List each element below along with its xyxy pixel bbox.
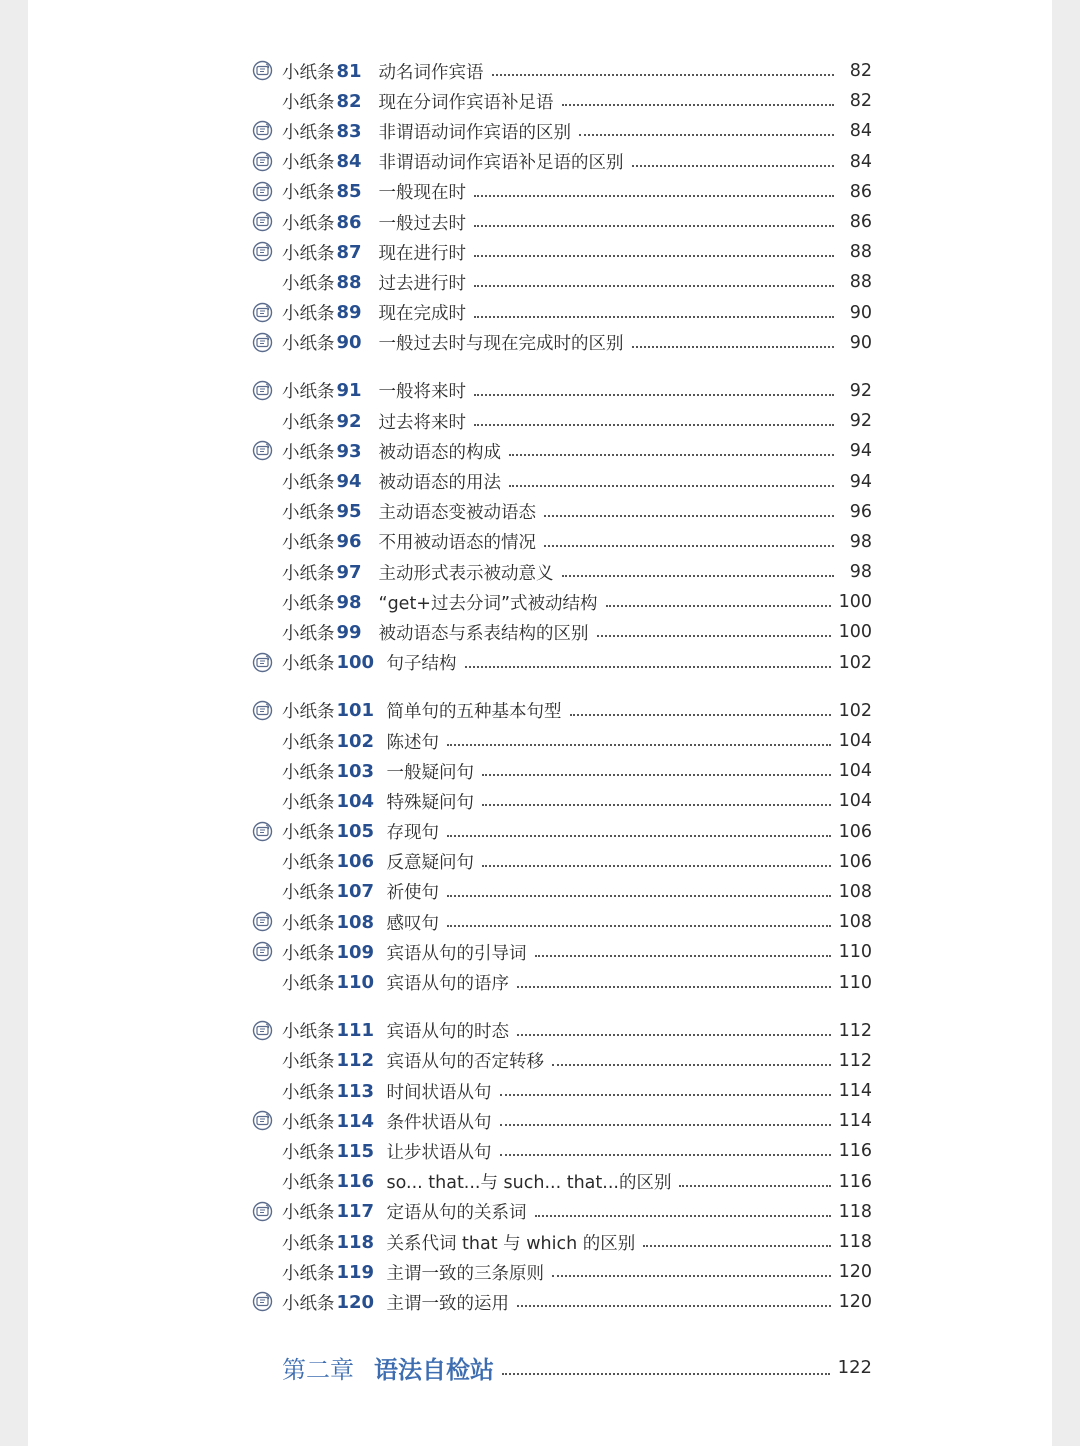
toc-entry[interactable]: [282, 967, 872, 997]
toc-entry[interactable]: [282, 1227, 872, 1257]
audio-note-icon: [252, 302, 273, 323]
entry-prefix: 小纸条: [282, 533, 335, 554]
entry-page-number: 88: [849, 272, 872, 293]
entry-prefix: 小纸条: [282, 153, 335, 174]
entry-prefix: 小纸条: [282, 122, 335, 143]
entry-number: 104: [336, 790, 375, 812]
chapter-title: 语法自检站: [374, 1356, 494, 1384]
dot-leader: [632, 346, 835, 348]
dot-leader: [500, 1094, 831, 1096]
entry-prefix: 小纸条: [282, 654, 335, 675]
entry-page-number: 116: [838, 1171, 872, 1192]
entry-prefix: 小纸条: [282, 1142, 335, 1163]
entry-title: 不用被动语态的情况: [378, 533, 536, 554]
entry-prefix: 小纸条: [282, 273, 335, 294]
entry-number: 86: [336, 211, 362, 233]
entry-page-number: 90: [849, 332, 872, 353]
dot-leader: [544, 515, 834, 517]
entry-prefix: 小纸条: [282, 702, 335, 723]
dot-leader: [544, 545, 834, 547]
entry-prefix: 小纸条: [282, 883, 335, 904]
entry-page-number: 108: [838, 912, 872, 933]
entry-page-number: 114: [838, 1081, 872, 1102]
entry-number: 108: [336, 911, 375, 933]
audio-note-icon: [252, 440, 273, 461]
entry-page-number: 106: [838, 851, 872, 872]
entry-title: 主谓一致的三条原则: [386, 1263, 544, 1284]
entry-prefix: 小纸条: [282, 412, 335, 433]
entry-title: so... that...与 such... that...的区别: [386, 1173, 672, 1194]
entry-prefix: 小纸条: [282, 762, 335, 783]
audio-note-icon: [252, 652, 273, 673]
audio-note-icon: [252, 332, 273, 353]
dot-leader: [579, 134, 834, 136]
entry-prefix: 小纸条: [282, 732, 335, 753]
toc-entry[interactable]: [282, 786, 872, 816]
entry-prefix: 小纸条: [282, 1112, 335, 1133]
toc-entry[interactable]: [282, 1167, 872, 1197]
entry-prefix: 小纸条: [282, 1263, 335, 1284]
toc-group: [282, 696, 872, 998]
dot-leader: [474, 316, 834, 318]
entry-title: 一般过去时与现在完成时的区别: [378, 334, 624, 355]
entry-title: 简单句的五种基本句型: [386, 702, 562, 723]
entry-number: 120: [336, 1291, 375, 1313]
dot-leader: [474, 424, 834, 426]
entry-number: 89: [336, 302, 362, 324]
dot-leader: [474, 225, 834, 227]
audio-note-icon: [252, 1020, 273, 1041]
entry-title: 非谓语动词作宾语补足语的区别: [378, 153, 624, 174]
toc-entry[interactable]: [282, 1257, 872, 1287]
entry-prefix: 小纸条: [282, 563, 335, 584]
entry-title: 被动语态与系表结构的区别: [378, 623, 589, 644]
entry-title: 一般疑问句: [386, 762, 474, 783]
dot-leader: [632, 165, 835, 167]
toc-entry[interactable]: [282, 726, 872, 756]
toc-entry[interactable]: [282, 328, 872, 358]
entry-prefix: 小纸条: [282, 1203, 335, 1224]
audio-note-icon: [252, 151, 273, 172]
dot-leader: [562, 104, 835, 106]
toc-group: [282, 376, 872, 678]
entry-title: 让步状语从句: [386, 1142, 492, 1163]
entry-prefix: 小纸条: [282, 1082, 335, 1103]
toc-entry[interactable]: [282, 237, 872, 267]
audio-note-icon: [252, 1110, 273, 1131]
entry-number: 109: [336, 941, 375, 963]
audio-note-icon: [252, 181, 273, 202]
entry-number: 93: [336, 440, 362, 462]
entry-number: 119: [336, 1261, 375, 1283]
entry-page-number: 90: [849, 302, 872, 323]
chapter-label: 第二章: [282, 1356, 354, 1384]
entry-page-number: 108: [838, 881, 872, 902]
audio-note-icon: [252, 911, 273, 932]
dot-leader: [447, 744, 831, 746]
entry-number: 85: [336, 181, 362, 203]
entry-title: 祈使句: [386, 883, 439, 904]
toc-entry[interactable]: [282, 648, 872, 678]
toc-entry[interactable]: [282, 1197, 872, 1227]
audio-note-icon: [252, 1291, 273, 1312]
entry-number: 99: [336, 621, 362, 643]
entry-prefix: 小纸条: [282, 943, 335, 964]
dot-leader: [474, 394, 834, 396]
entry-title: 现在进行时: [378, 243, 466, 264]
entry-page-number: 100: [838, 622, 872, 643]
entry-title: 定语从句的关系词: [386, 1203, 527, 1224]
entry-number: 114: [336, 1110, 375, 1132]
dot-leader: [465, 666, 831, 668]
dot-leader: [447, 925, 831, 927]
dot-leader: [517, 1305, 831, 1307]
entry-page-number: 118: [838, 1201, 872, 1222]
entry-page-number: 104: [838, 731, 872, 752]
entry-page-number: 110: [838, 972, 872, 993]
dot-leader: [447, 895, 831, 897]
entry-title: 主谓一致的运用: [386, 1293, 509, 1314]
toc-entry[interactable]: [282, 466, 872, 496]
audio-note-icon: [252, 1201, 273, 1222]
chapter-page-number: 122: [837, 1357, 872, 1378]
entry-page-number: 86: [849, 181, 872, 202]
entry-page-number: 86: [849, 212, 872, 233]
entry-title: 一般将来时: [378, 382, 466, 403]
entry-title: 被动语态的用法: [378, 473, 501, 494]
entry-title: 时间状语从句: [386, 1082, 492, 1103]
toc-entry[interactable]: [282, 406, 872, 436]
entry-number: 91: [336, 380, 362, 402]
entry-title: 存现句: [386, 823, 439, 844]
book-page: [28, 0, 1052, 1446]
entry-title: 反意疑问句: [386, 853, 474, 874]
entry-prefix: 小纸条: [282, 853, 335, 874]
entry-page-number: 104: [838, 791, 872, 812]
dot-leader: [502, 1373, 830, 1375]
dot-leader: [679, 1185, 830, 1187]
entry-page-number: 120: [838, 1292, 872, 1313]
entry-page-number: 82: [849, 91, 872, 112]
entry-prefix: 小纸条: [282, 213, 335, 234]
entry-page-number: 102: [838, 652, 872, 673]
entry-page-number: 94: [849, 471, 872, 492]
table-of-contents: [282, 56, 872, 1388]
entry-number: 106: [336, 851, 375, 873]
dot-leader: [500, 1154, 831, 1156]
entry-prefix: 小纸条: [282, 1233, 335, 1254]
entry-number: 95: [336, 501, 362, 523]
audio-note-icon: [252, 211, 273, 232]
toc-entry[interactable]: [282, 1016, 872, 1046]
dot-leader: [447, 835, 831, 837]
toc-group: [282, 1016, 872, 1318]
entry-number: 81: [336, 60, 362, 82]
entry-page-number: 112: [838, 1050, 872, 1071]
entry-title: 现在分词作宾语补足语: [378, 92, 554, 113]
dot-leader: [517, 1034, 831, 1036]
entry-page-number: 118: [838, 1232, 872, 1253]
toc-entry[interactable]: [282, 557, 872, 587]
entry-page-number: 104: [838, 761, 872, 782]
entry-page-number: 120: [838, 1262, 872, 1283]
entry-prefix: 小纸条: [282, 792, 335, 813]
toc-entry[interactable]: [282, 267, 872, 297]
entry-title: 动名词作宾语: [378, 62, 484, 83]
dot-leader: [552, 1064, 831, 1066]
entry-prefix: 小纸条: [282, 442, 335, 463]
toc-entry[interactable]: [282, 116, 872, 146]
toc-entry[interactable]: [282, 1136, 872, 1166]
entry-page-number: 102: [838, 700, 872, 721]
dot-leader: [597, 635, 831, 637]
entry-title: 关系代词 that 与 which 的区别: [386, 1233, 636, 1254]
entry-prefix: 小纸条: [282, 62, 335, 83]
entry-page-number: 106: [838, 821, 872, 842]
entry-page-number: 112: [838, 1020, 872, 1041]
entry-title: 一般过去时: [378, 213, 466, 234]
toc-entry[interactable]: [282, 617, 872, 647]
entry-page-number: 94: [849, 441, 872, 462]
entry-number: 92: [336, 410, 362, 432]
entry-page-number: 82: [849, 61, 872, 82]
entry-title: 宾语从句的语序: [386, 974, 509, 995]
entry-page-number: 84: [849, 151, 872, 172]
chapter-entry[interactable]: [282, 1348, 872, 1388]
toc-entry[interactable]: [282, 696, 872, 726]
toc-entry[interactable]: [282, 587, 872, 617]
entry-number: 115: [336, 1140, 375, 1162]
toc-entry[interactable]: [282, 1106, 872, 1136]
entry-number: 87: [336, 241, 362, 263]
entry-number: 117: [336, 1201, 375, 1223]
entry-prefix: 小纸条: [282, 334, 335, 355]
dot-leader: [482, 774, 831, 776]
entry-prefix: 小纸条: [282, 183, 335, 204]
dot-leader: [535, 1215, 831, 1217]
entry-title: 感叹句: [386, 913, 439, 934]
audio-note-icon: [252, 120, 273, 141]
entry-page-number: 84: [849, 121, 872, 142]
entry-title: 条件状语从句: [386, 1112, 492, 1133]
entry-number: 96: [336, 531, 362, 553]
entry-prefix: 小纸条: [282, 1022, 335, 1043]
entry-title: 一般现在时: [378, 183, 466, 204]
entry-number: 101: [336, 700, 375, 722]
entry-number: 100: [336, 652, 375, 674]
audio-note-icon: [252, 241, 273, 262]
dot-leader: [509, 485, 834, 487]
entry-page-number: 114: [838, 1111, 872, 1132]
entry-title: 宾语从句的引导词: [386, 943, 527, 964]
toc-entry[interactable]: [282, 907, 872, 937]
toc-group: [282, 56, 872, 358]
toc-entry[interactable]: [282, 817, 872, 847]
entry-number: 98: [336, 591, 362, 613]
entry-prefix: 小纸条: [282, 1293, 335, 1314]
entry-title: 非谓语动词作宾语的区别: [378, 122, 571, 143]
entry-prefix: 小纸条: [282, 473, 335, 494]
entry-page-number: 96: [849, 501, 872, 522]
entry-page-number: 98: [849, 531, 872, 552]
toc-entry[interactable]: [282, 376, 872, 406]
dot-leader: [492, 74, 835, 76]
entry-number: 83: [336, 120, 362, 142]
entry-title: 现在完成时: [378, 304, 466, 325]
dot-leader: [474, 195, 834, 197]
toc-entry[interactable]: [282, 847, 872, 877]
entry-number: 97: [336, 561, 362, 583]
entry-number: 84: [336, 151, 362, 173]
toc-entry[interactable]: [282, 207, 872, 237]
entry-prefix: 小纸条: [282, 503, 335, 524]
toc-entry[interactable]: [282, 436, 872, 466]
toc-entry[interactable]: [282, 756, 872, 786]
entry-number: 112: [336, 1050, 375, 1072]
entry-title: 被动语态的构成: [378, 442, 501, 463]
entry-prefix: 小纸条: [282, 243, 335, 264]
entry-prefix: 小纸条: [282, 304, 335, 325]
entry-number: 103: [336, 760, 375, 782]
dot-leader: [500, 1124, 831, 1126]
entry-number: 118: [336, 1231, 375, 1253]
toc-entry[interactable]: [282, 1076, 872, 1106]
entry-number: 88: [336, 271, 362, 293]
toc-entry[interactable]: [282, 527, 872, 557]
toc-entry[interactable]: [282, 1287, 872, 1317]
dot-leader: [562, 575, 835, 577]
toc-entry[interactable]: [282, 147, 872, 177]
entry-title: 句子结构: [386, 654, 457, 675]
entry-number: 111: [336, 1020, 375, 1042]
toc-entry[interactable]: [282, 298, 872, 328]
toc-entry[interactable]: [282, 86, 872, 116]
entry-number: 116: [336, 1171, 375, 1193]
entry-number: 102: [336, 730, 375, 752]
entry-page-number: 88: [849, 242, 872, 263]
entry-page-number: 100: [838, 592, 872, 613]
dot-leader: [482, 865, 831, 867]
audio-note-icon: [252, 941, 273, 962]
dot-leader: [552, 1275, 831, 1277]
entry-title: 陈述句: [386, 732, 439, 753]
entry-prefix: 小纸条: [282, 382, 335, 403]
entry-number: 105: [336, 821, 375, 843]
dot-leader: [606, 605, 831, 607]
entry-number: 110: [336, 972, 375, 994]
entry-prefix: 小纸条: [282, 593, 335, 614]
entry-page-number: 98: [849, 562, 872, 583]
entry-page-number: 110: [838, 942, 872, 963]
entry-page-number: 92: [849, 411, 872, 432]
audio-note-icon: [252, 380, 273, 401]
dot-leader: [482, 804, 831, 806]
entry-prefix: 小纸条: [282, 1052, 335, 1073]
entry-page-number: 92: [849, 380, 872, 401]
dot-leader: [535, 955, 831, 957]
toc-entry[interactable]: [282, 1046, 872, 1076]
dot-leader: [474, 285, 834, 287]
entry-title: 特殊疑问句: [386, 792, 474, 813]
entry-title: 过去进行时: [378, 273, 466, 294]
entry-prefix: 小纸条: [282, 623, 335, 644]
toc-entry[interactable]: [282, 177, 872, 207]
entry-number: 90: [336, 332, 362, 354]
entry-number: 94: [336, 471, 362, 493]
audio-note-icon: [252, 821, 273, 842]
toc-entry[interactable]: [282, 56, 872, 86]
dot-leader: [570, 714, 831, 716]
entry-prefix: 小纸条: [282, 974, 335, 995]
entry-page-number: 116: [838, 1141, 872, 1162]
audio-note-icon: [252, 700, 273, 721]
entry-prefix: 小纸条: [282, 1173, 335, 1194]
entry-title: 主动形式表示被动意义: [378, 563, 554, 584]
dot-leader: [509, 454, 834, 456]
dot-leader: [517, 986, 831, 988]
entry-title: 宾语从句的否定转移: [386, 1052, 544, 1073]
toc-entry[interactable]: [282, 877, 872, 907]
entry-title: 主动语态变被动语态: [378, 503, 536, 524]
entry-number: 82: [336, 90, 362, 112]
entry-number: 107: [336, 881, 375, 903]
dot-leader: [643, 1245, 830, 1247]
audio-note-icon: [252, 60, 273, 81]
entry-prefix: 小纸条: [282, 823, 335, 844]
toc-entry[interactable]: [282, 937, 872, 967]
toc-entry[interactable]: [282, 497, 872, 527]
dot-leader: [474, 255, 834, 257]
entry-title: 宾语从句的时态: [386, 1022, 509, 1043]
toc-groups: [282, 56, 872, 1318]
entry-number: 113: [336, 1080, 375, 1102]
entry-title: “get+过去分词”式被动结构: [378, 593, 598, 614]
entry-prefix: 小纸条: [282, 92, 335, 113]
entry-prefix: 小纸条: [282, 913, 335, 934]
entry-title: 过去将来时: [378, 412, 466, 433]
